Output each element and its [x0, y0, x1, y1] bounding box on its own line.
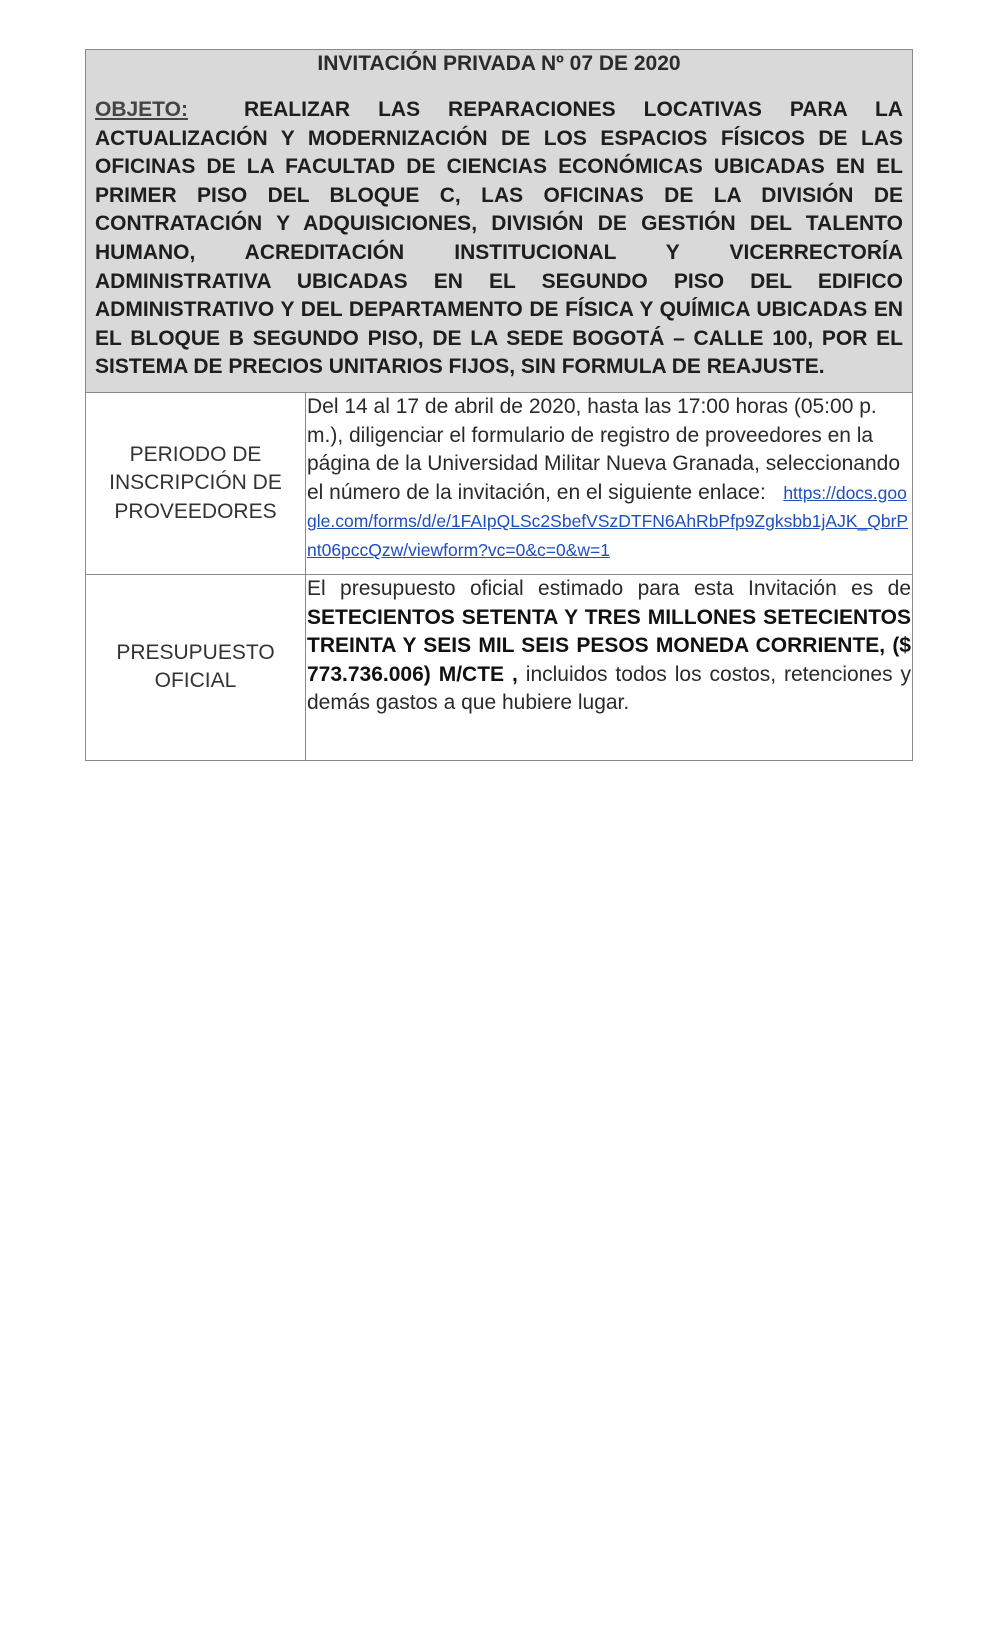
header-cell	[86, 50, 912, 393]
budget-text-after: incluidos todos los costos, retenciones y demás gastos a que hubiere lugar.	[307, 662, 912, 715]
label-line: PROVEEDORES	[114, 499, 277, 523]
objeto-paragraph	[95, 96, 903, 382]
objeto-text: REALIZAR LAS REPARACIONES LOCATIVAS PARA LA ACTUALIZACIÓN Y MODERNIZACIÓN DE LOS ESPACIOS FÍSICOS DE LAS OFICINAS DE LA FACULTAD DE CIENCIAS ECONÓMICAS UBICADAS EN EL PRIMER PISO DEL BLOQUE C, LAS OFICINAS DE LA DIVISIÓN DE CONTRATACIÓN Y ADQUISICIONES, DIVISIÓN DE GESTIÓN DEL TALENTO HUMANO, ACREDITACIÓN INSTITUCIONAL Y VICERRECTORÍA ADMINISTRATIVA UBICADAS EN EL SEGUNDO PISO DEL EDIFICO ADMINISTRATIVO Y DEL DEPARTAMENTO DE FÍSICA Y QUÍMICA UBICADAS EN EL BLOQUE B SEGUNDO PISO, DE LA SEDE BOGOTÁ – CALLE 100, POR EL SISTEMA DE PRECIOS UNITARIOS FIJOS, SIN FORMULA DE REAJUSTE.	[95, 98, 904, 379]
registration-text: Del 14 al 17 de abril de 2020, hasta las 17:00 horas (05:00 p. m.), diligenciar el formulario de registro de proveedores en la página de la Universidad Militar Nueva Granada, seleccionando el número de la invitación, en el siguiente enlace:	[307, 394, 901, 504]
registration-form-link[interactable]: https://docs.google.com/forms/d/e/1FAIpQLSc2SbefVSzDTFN6AhRbPfp9Zgksbb1jAJK_QbrPnt06pccQzw/viewform?vc=0&c=0&w=1	[307, 482, 909, 560]
budget-amount: SETECIENTOS SETENTA Y TRES MILLONES SETECIENTOS TREINTA Y SEIS MIL SEIS PESOS MONEDA CORRIENTE, ($ 773.736.006) M/CTE ,	[307, 605, 911, 686]
label-line: PERIODO DE	[129, 442, 262, 466]
label-line: INSCRIPCIÓN DE	[109, 471, 282, 495]
official-budget-content	[306, 575, 912, 760]
document-title: INVITACIÓN PRIVADA Nº 07 DE 2020	[317, 52, 681, 75]
registration-period-label	[86, 393, 306, 574]
registration-period-content	[306, 393, 912, 574]
official-budget-label	[86, 575, 306, 760]
budget-text-before: El presupuesto oficial estimado para esta Invitación es de	[307, 576, 911, 600]
invitation-table	[85, 49, 913, 761]
table-row-registration	[86, 393, 912, 575]
table-row-budget	[86, 575, 912, 760]
objeto-label: OBJETO:	[95, 98, 188, 121]
label-line: PRESUPUESTO	[116, 640, 275, 664]
label-line: OFICIAL	[154, 669, 237, 693]
